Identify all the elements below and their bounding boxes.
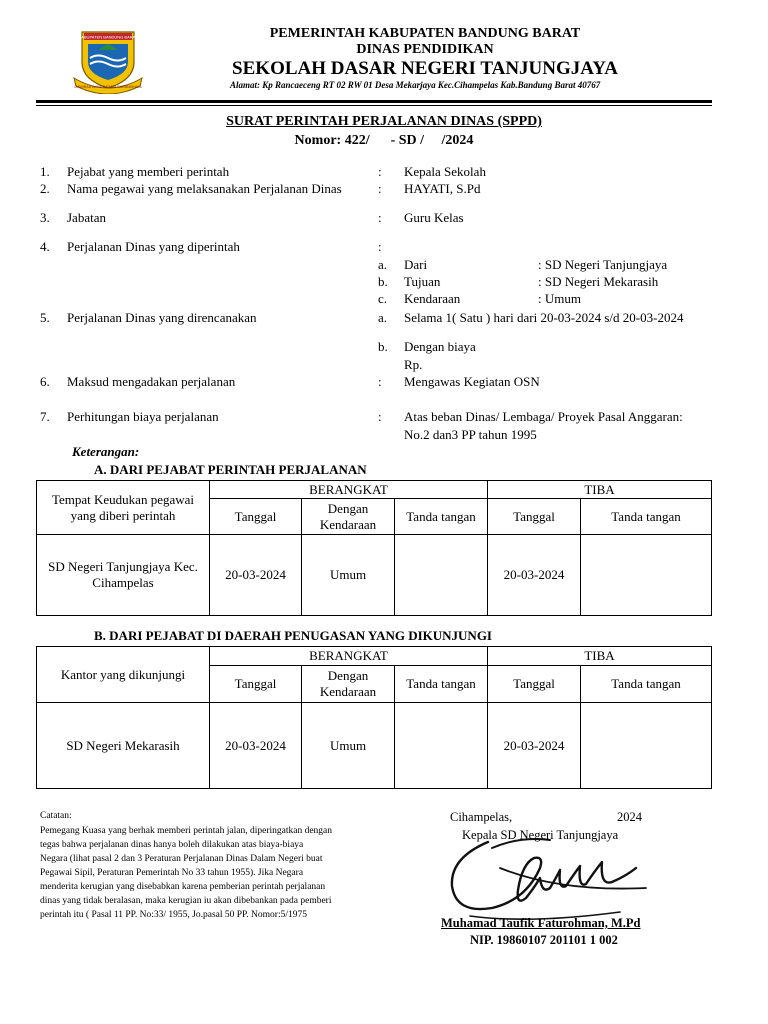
cell-ttd [395,535,488,616]
table-header-kendaraan: Dengan Kendaraan [302,499,395,535]
planned-letter: a. [378,310,388,325]
trip-value: : SD Negeri Mekarasih [538,274,659,289]
cell-tgl-berangkat: 20-03-2024 [210,535,302,616]
header-rule-thin [36,105,712,106]
item-colon: : [378,409,382,424]
trip-letter: b. [378,274,388,289]
item-number: 6. [40,374,50,389]
item-value: Guru Kelas [404,210,464,225]
table-header-ttd: Tanda tangan [581,499,712,535]
header-department: DINAS PENDIDIKAN [356,42,494,57]
cell-ttd [581,703,712,789]
table-row [37,703,712,789]
signature-year: 2024 [617,810,642,824]
item-colon: : [378,210,382,225]
table-header-tanggal: Tanggal [210,666,302,703]
table-header-ttd: Tanda tangan [395,499,488,535]
table-header-tanggal: Tanggal [488,499,581,535]
item-number: 1. [40,164,50,179]
signature-role: Kepala SD Negeri Tanjungjaya [462,828,619,842]
table-header-berangkat: BERANGKAT [210,647,488,666]
table-header-ttd: Tanda tangan [395,666,488,703]
catatan-line: dinas yang tidak beralasan, maka kerugian iu akan dibebankan pada pemberi [40,896,332,906]
item-label: Perhitungan biaya perjalanan [67,409,219,424]
handwritten-signature [430,828,660,928]
item-value: Kepala Sekolah [404,164,486,179]
signatory-nip: NIP. 19860107 201101 1 002 [470,933,618,947]
item-number: 2. [40,181,50,196]
trip-value: : SD Negeri Tanjungjaya [538,257,668,272]
item-colon: : [378,239,382,254]
catatan-line: tegas bahwa perjalanan dinas hanya boleh dilakukan atas biaya-biaya [40,840,304,850]
header-address: Alamat: Kp Rancaeceng RT 02 RW 01 Desa Mekarjaya Kec.Cihampelas Kab.Bandung Barat 40767 [230,80,601,90]
cell-ttd [395,703,488,789]
table-header-place: Tempat Keudukan pegawai yang diberi perintah [37,481,210,535]
trip-label: Dari [404,257,428,272]
catatan-line: menderita kerugian yang disebabkan karena pemberian perintah perjalanan [40,882,326,892]
section-a-table [36,480,712,616]
table-row [37,535,712,616]
cell-kendaraan: Umum [302,535,395,616]
header-rule-thick [36,100,712,103]
catatan-title: Catatan: [40,811,72,821]
cell-tgl-tiba: 20-03-2024 [488,535,581,616]
item-number: 3. [40,210,50,225]
planned-cost: Rp. [404,357,423,372]
section-b-heading: B. DARI PEJABAT DI DAERAH PENUGASAN YANG DIKUNJUNGI [94,628,492,643]
trip-letter: a. [378,257,388,272]
catatan-line: Negara (lihat pasal 2 dan 3 Peraturan Perjalanan Dinas Dalam Negeri buat [40,854,323,864]
cell-tgl-berangkat: 20-03-2024 [210,703,302,789]
table-header-berangkat: BERANGKAT [210,481,488,499]
item-label: Maksud mengadakan perjalanan [67,374,236,389]
table-header-kendaraan: Dengan Kendaraan [302,666,395,703]
keterangan-label: Keterangan: [72,444,140,459]
catatan-line: Pegawai Sipil, Peraturan Pemerintah No 33 tahun 1955). Jika Negara [40,868,304,878]
planned-text: Selama 1( Satu ) hari dari 20-03-2024 s/d 20-03-2024 [404,310,684,325]
planned-letter: b. [378,339,388,354]
cell-place: SD Negeri Mekarasih [37,703,210,789]
trip-value: : Umum [538,291,581,306]
item-label: Nama pegawai yang melaksanakan Perjalanan Dinas [67,181,342,196]
item-number: 4. [40,239,50,254]
signatory-name: Muhamad Taufik Faturohman, M.Pd [441,916,641,930]
signature-place: Cihampelas, [450,810,513,824]
section-b-table [36,646,712,789]
cell-ttd [581,535,712,616]
trip-label: Tujuan [404,274,441,289]
catatan-line: Pemegang Kuasa yang berhak memberi perintah jalan, diperingatkan dengan [40,826,333,836]
section-a-heading: A. DARI PEJABAT PERINTAH PERJALANAN [94,462,367,477]
item-value: HAYATI, S.Pd [404,181,481,196]
school-crest-logo [72,28,144,94]
document-title: SURAT PERINTAH PERJALANAN DINAS (SPPD) [226,114,542,129]
item-colon: : [378,374,382,389]
planned-text: Dengan biaya [404,339,476,354]
table-header-tiba: TIBA [488,481,712,499]
item-colon: : [378,164,382,179]
table-header-place: Kantor yang dikunjungi [37,647,210,703]
item-label: Perjalanan Dinas yang diperintah [67,239,240,254]
item-label: Pejabat yang memberi perintah [67,164,230,179]
item-value: Atas beban Dinas/ Lembaga/ Proyek Pasal Anggaran: [404,409,683,424]
header-government: PEMERINTAH KABUPATEN BANDUNG BARAT [269,26,581,41]
document-number: Nomor: 422/ - SD / /2024 [294,133,474,148]
item-colon: : [378,181,382,196]
cell-place: SD Negeri Tanjungjaya Kec. Cihampelas [37,535,210,616]
cell-tgl-tiba: 20-03-2024 [488,703,581,789]
header-school-name: SEKOLAH DASAR NEGERI TANJUNGJAYA [232,58,618,79]
table-header-tiba: TIBA [488,647,712,666]
catatan-line: perintah itu ( Pasal 11 PP. No:33/ 1955, Jo.pasal 50 PP. Nomor:5/1975 [40,910,307,920]
svg-text:GAWIRAH AKIYEKARATA SARANGKALA: GAWIRAH AKIYEKARATA SARANGKALA [74,85,142,89]
table-header-ttd: Tanda tangan [581,666,712,703]
table-header-tanggal: Tanggal [488,666,581,703]
item-number: 5. [40,310,50,325]
item-value-cont: No.2 dan3 PP tahun 1995 [404,427,537,442]
item-number: 7. [40,409,50,424]
cell-kendaraan: Umum [302,703,395,789]
trip-letter: c. [378,291,388,306]
trip-label: Kendaraan [404,291,461,306]
table-header-tanggal: Tanggal [210,499,302,535]
item-value: Mengawas Kegiatan OSN [404,374,540,389]
item-label: Perjalanan Dinas yang direncanakan [67,310,257,325]
item-label: Jabatan [67,210,106,225]
svg-text:KABUPATEN BANDUNG BARAT: KABUPATEN BANDUNG BARAT [78,34,138,40]
